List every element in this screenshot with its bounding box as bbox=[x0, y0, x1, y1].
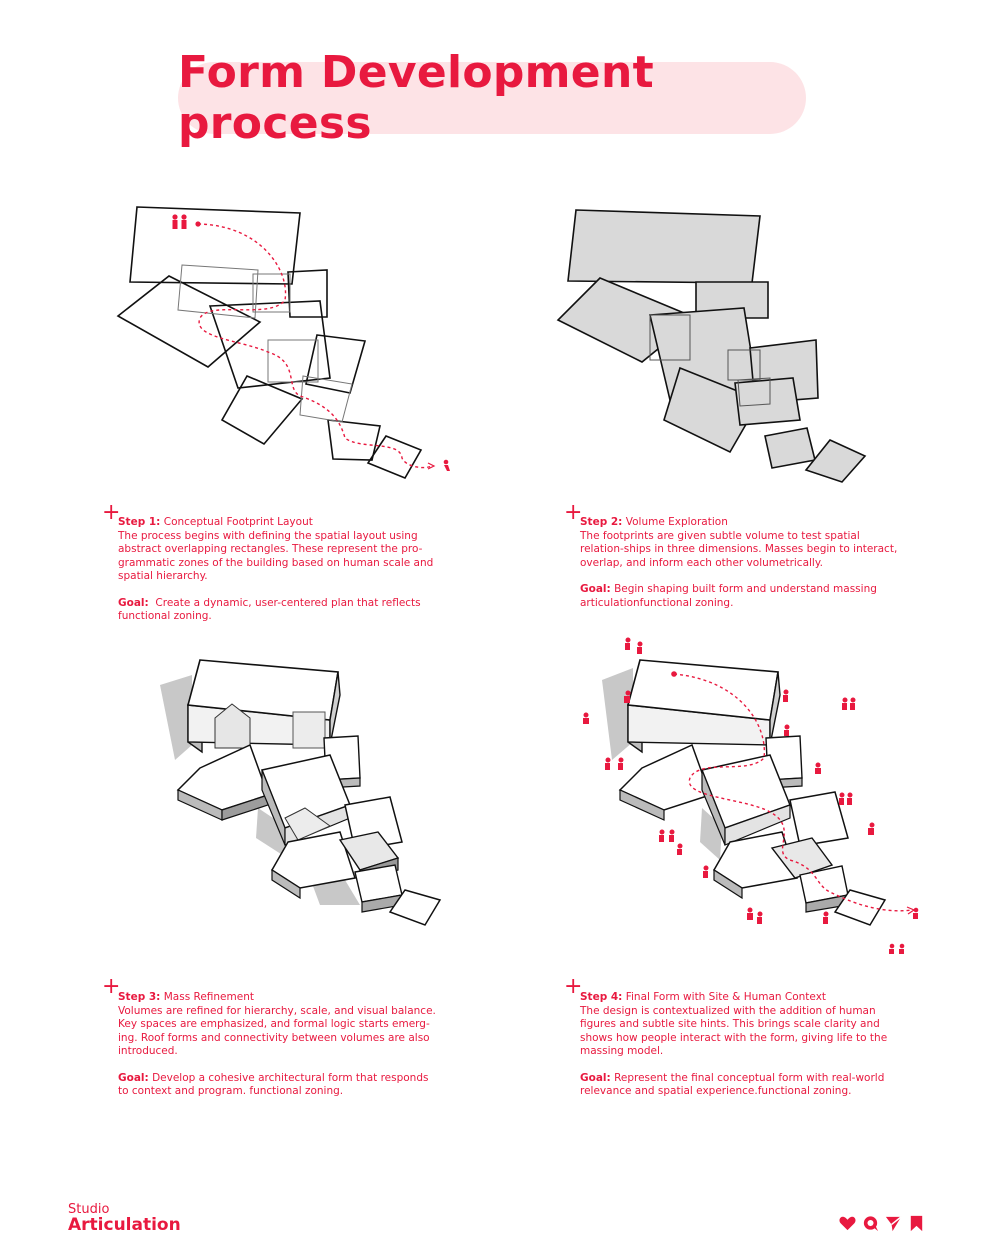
step-2-caption bbox=[580, 516, 900, 610]
step-3-label: Step 3: bbox=[118, 991, 161, 1003]
step-4-name: Final Form with Site & Human Context bbox=[625, 991, 827, 1003]
step-1-body: The process begins with defining the spatial layout using abstract overlapping rectangles. These represent the pro-grammatic zones of the building based on human scale and spatial hierarchy. bbox=[118, 529, 434, 582]
step-2-diagram bbox=[548, 195, 878, 495]
step-4-goal-label: Goal: bbox=[580, 1071, 611, 1084]
step-1-goal-label: Goal: bbox=[118, 596, 149, 609]
step-3-diagram bbox=[140, 650, 460, 940]
step-1-goal: Create a dynamic, user-centered plan that reflects functional zoning. bbox=[118, 596, 421, 622]
studio-articulation-logo bbox=[68, 1203, 181, 1234]
bookmark-icon[interactable] bbox=[907, 1214, 926, 1233]
title-pill bbox=[178, 47, 806, 149]
step-4-goal: Represent the final conceptual form with real-world relevance and spatial experience.functional zoning. bbox=[580, 1071, 885, 1097]
logo-line-1: Studio bbox=[68, 1202, 110, 1217]
human-figures-start bbox=[172, 214, 186, 229]
step-2-goal-label: Goal: bbox=[580, 583, 611, 595]
step-3-goal-label: Goal: bbox=[118, 1071, 149, 1084]
step-3-body: Volumes are refined for hierarchy, scale, and visual balance. Key spaces are emphasized, and formal logic starts emerg-ing. Roof forms and connectivity between volumes are also introduced. bbox=[118, 1004, 436, 1057]
volume-9 bbox=[806, 440, 865, 482]
step-1-plus-marker: + bbox=[102, 500, 121, 525]
step-2-plus-marker: + bbox=[564, 500, 583, 525]
path-arrow bbox=[428, 463, 434, 469]
step-4-plus-marker: + bbox=[564, 974, 583, 999]
logo-line-2: Articulation bbox=[68, 1215, 181, 1235]
footprint-4 bbox=[210, 301, 330, 388]
step-4-diagram bbox=[580, 630, 930, 960]
page-title: Form Development process bbox=[178, 47, 654, 149]
step-4-label: Step 4: bbox=[580, 991, 623, 1003]
social-icons bbox=[838, 1214, 926, 1233]
footprint-2 bbox=[118, 276, 260, 367]
volume-8 bbox=[765, 428, 815, 468]
step-3-goal: Develop a cohesive architectural form that responds to context and program. functional zoning. bbox=[118, 1071, 429, 1097]
step-4-body: The design is contextualized with the addition of human figures and subtle site hints. This brings scale clarity and shows how people interact with the form, giving life to the massing model. bbox=[580, 1004, 888, 1057]
footprint-1 bbox=[130, 207, 300, 284]
step-1-caption bbox=[118, 516, 438, 624]
step-1-name: Conceptual Footprint Layout bbox=[163, 516, 313, 528]
path-start-dot bbox=[195, 221, 200, 226]
step-1-label: Step 1: bbox=[118, 516, 161, 528]
step-2-name: Volume Exploration bbox=[625, 516, 728, 528]
footprint-6 bbox=[222, 376, 302, 444]
step-3-name: Mass Refinement bbox=[163, 991, 254, 1003]
step-3-plus-marker: + bbox=[102, 974, 121, 999]
heart-icon[interactable] bbox=[838, 1214, 857, 1233]
comment-icon[interactable] bbox=[861, 1214, 880, 1233]
step-2-body: The footprints are given subtle volume to test spatial relation-ships in three dimensions. Masses begin to interact, overlap, and inform each other volumetrically. bbox=[580, 529, 898, 569]
footprint-5 bbox=[306, 335, 365, 393]
human-figure-end bbox=[444, 460, 450, 471]
step-2-goal: Begin shaping built form and understand massing articulationfunctional zoning. bbox=[580, 583, 877, 609]
footprint-7 bbox=[328, 420, 380, 460]
step-3-caption bbox=[118, 991, 438, 1099]
volume-7 bbox=[735, 378, 800, 425]
step-4-caption bbox=[580, 991, 900, 1099]
overlap-outline-2 bbox=[253, 274, 290, 312]
share-icon[interactable] bbox=[884, 1214, 903, 1233]
gable-roof-2 bbox=[293, 712, 325, 748]
step-2-label: Step 2: bbox=[580, 516, 623, 528]
volume-1 bbox=[568, 210, 760, 283]
step-1-diagram bbox=[100, 195, 460, 495]
